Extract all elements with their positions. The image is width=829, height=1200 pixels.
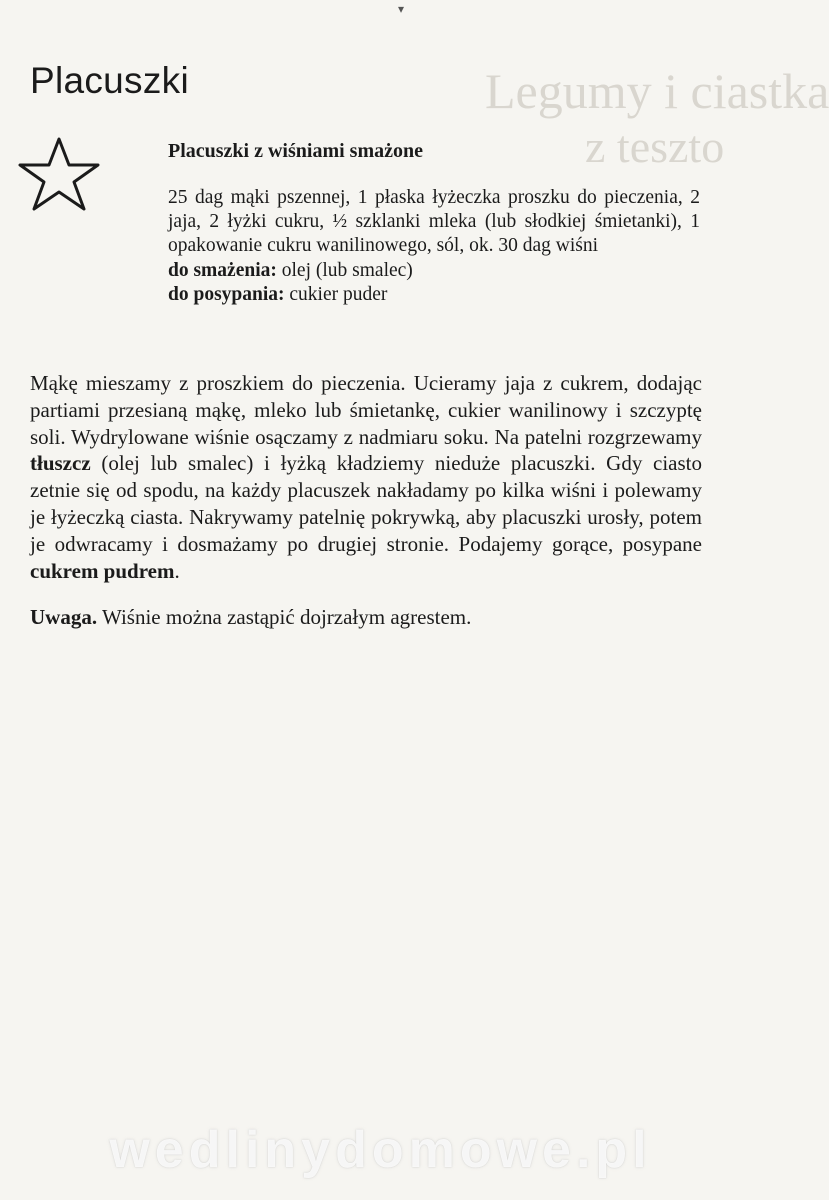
- method-bold-fat: tłuszcz: [30, 451, 91, 476]
- star-outline-icon: [16, 136, 102, 212]
- frying-line: [168, 259, 700, 283]
- note-text: Wiśnie można zastąpić dojrzałym agrestem.: [97, 605, 472, 629]
- note-line: [30, 604, 471, 631]
- recipe-title: Placuszki z wiśniami smażone: [168, 140, 423, 162]
- dusting-label: do posypania:: [168, 283, 285, 305]
- dusting-line: [168, 283, 700, 307]
- method-part3: .: [174, 558, 180, 583]
- top-mark: ▾: [398, 2, 405, 16]
- note-label: Uwaga.: [30, 605, 98, 629]
- ghost-show-through-subtitle: z teszto: [585, 121, 725, 172]
- method-part2: (olej lub smalec) i łyżką kładziemy nieduże placuszki. Gdy ciasto zetnie się od spodu, na każdy placuszek nakładamy po kilka wiśni i polewamy je łyżeczką ciasta. Nakrywamy patelnię pokrywką, aby placuszki urosły, potem je odwracamy i dosmażamy po drugiej stronie. Podajemy gorące, posypane: [30, 451, 702, 556]
- frying-text: olej (lub smalec): [276, 259, 413, 281]
- ghost-show-through-title: Legumy i ciastka: [485, 63, 829, 119]
- method-bold-sugar: cukrem pudrem: [30, 558, 175, 583]
- method-part1: Mąkę mieszamy z proszkiem do pieczenia. Ucieramy jaja z cukrem, dodając partiami przesianą mąkę, mleko lub śmietankę, cukier wanilinowy i szczyptę soli. Wydrylowane wiśnie osączamy z nadmiaru soku. Na patelni rozgrzewamy: [30, 371, 702, 449]
- method-text: [30, 370, 702, 584]
- method-paragraph: [30, 370, 702, 584]
- watermark: wedlinydomowe.pl: [109, 1121, 652, 1179]
- ingredients-block: [168, 186, 700, 307]
- frying-label: do smażenia:: [168, 259, 277, 281]
- section-title: Placuszki: [30, 60, 189, 101]
- ingredients-list: 25 dag mąki pszennej, 1 płaska łyżeczka proszku do pieczenia, 2 jaja, 2 łyżki cukru, ½ szklanki mleka (lub słodkiej śmietanki), 1 opakowanie cukru wanilinowego, sól, ok. 30 dag wiśni: [168, 187, 700, 257]
- dusting-text: cukier puder: [284, 283, 388, 305]
